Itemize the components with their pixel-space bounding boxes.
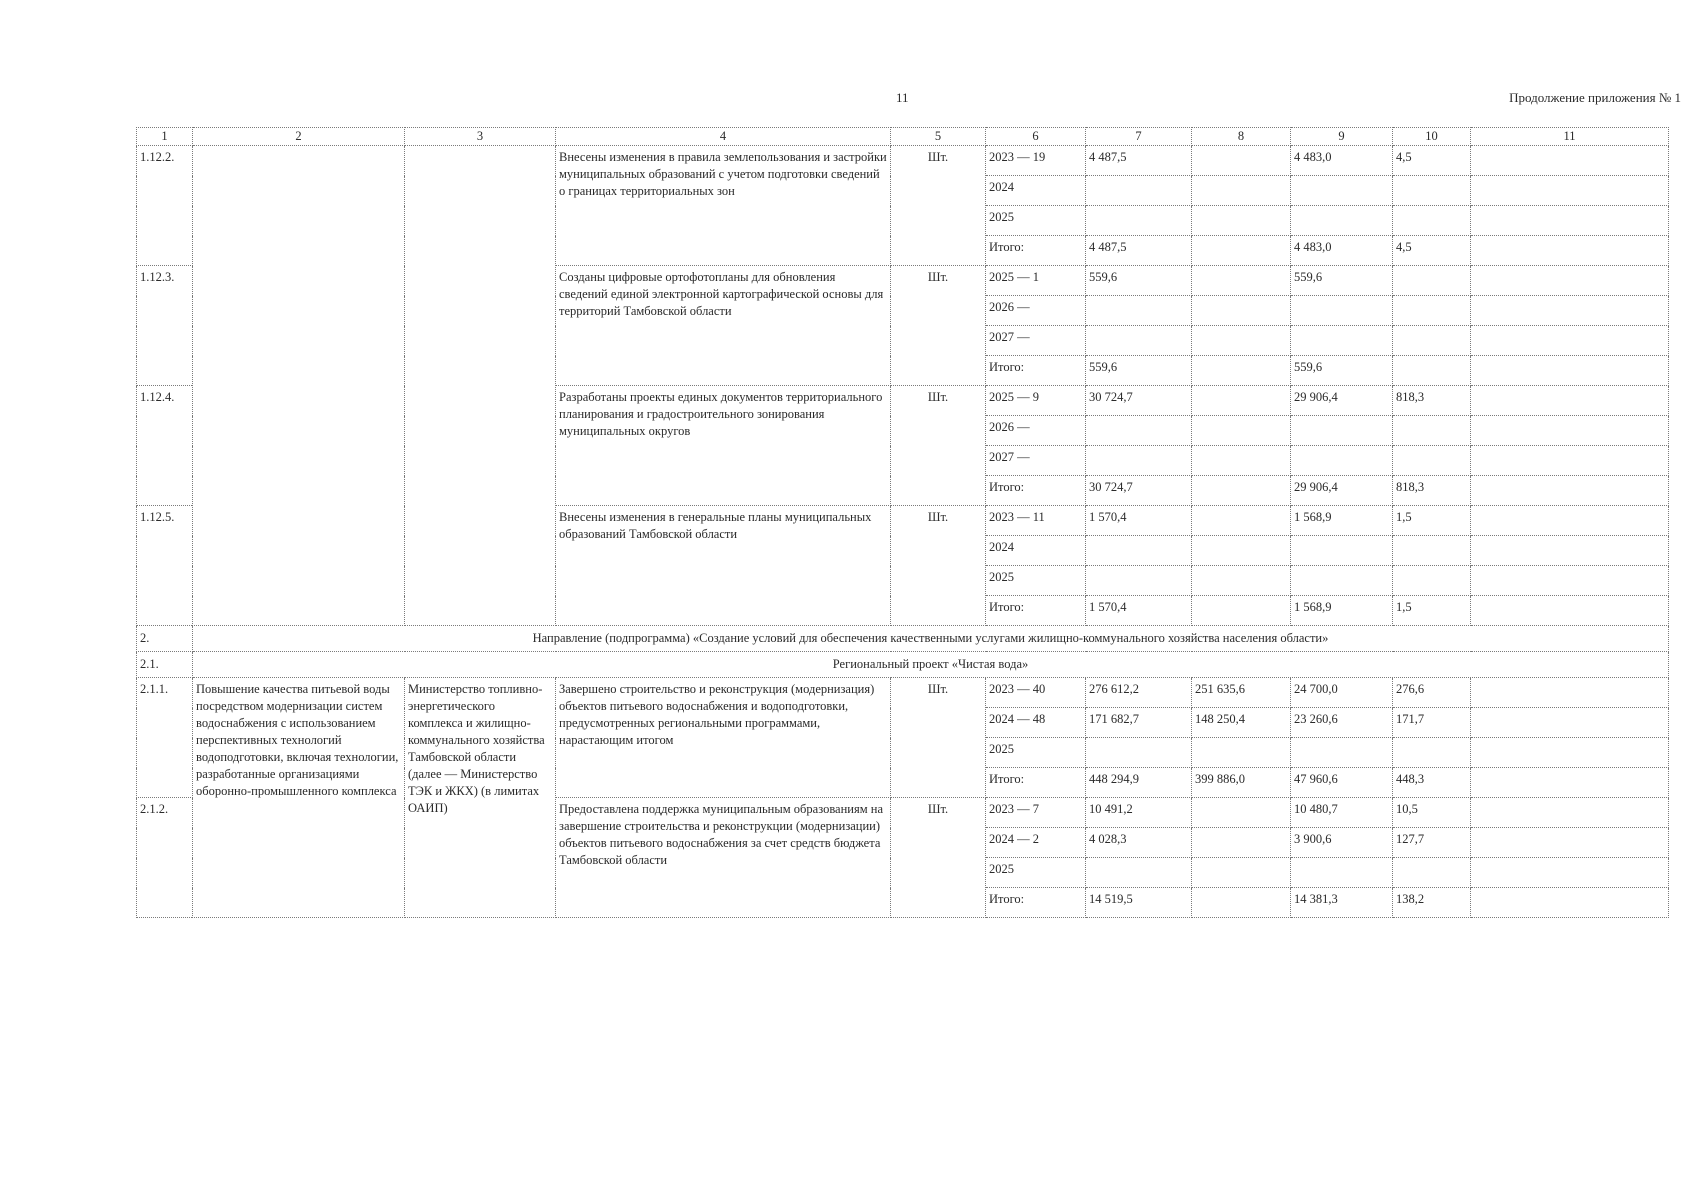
regional-funding: 24 700,0	[1291, 678, 1393, 708]
regional-funding	[1291, 858, 1393, 888]
year-value: 2027 —	[986, 326, 1086, 356]
total-label: Итого:	[986, 476, 1086, 506]
extra-cell	[1471, 566, 1669, 596]
section-title: Региональный проект «Чистая вода»	[193, 652, 1669, 678]
total-funding	[1086, 206, 1192, 236]
column-number: 1	[137, 128, 193, 146]
federal-funding	[1192, 596, 1291, 626]
unit: Шт.	[891, 386, 986, 506]
total-funding: 559,6	[1086, 266, 1192, 296]
federal-funding: 399 886,0	[1192, 768, 1291, 798]
total-funding: 30 724,7	[1086, 476, 1192, 506]
local-funding: 127,7	[1393, 828, 1471, 858]
total-funding	[1086, 416, 1192, 446]
table-row	[137, 146, 1669, 176]
extra-cell	[1471, 446, 1669, 476]
local-funding	[1393, 296, 1471, 326]
column-number: 5	[891, 128, 986, 146]
local-funding	[1393, 536, 1471, 566]
column-number: 11	[1471, 128, 1669, 146]
local-funding: 818,3	[1393, 386, 1471, 416]
total-funding: 4 487,5	[1086, 236, 1192, 266]
column-number: 7	[1086, 128, 1192, 146]
column-number-row	[137, 128, 1669, 146]
result-description: Завершено строительство и реконструкция (модернизация) объектов питьевого водоснабжения и водоподготовки, предусмотренных региональными программами, нарастающим итогом	[556, 678, 891, 798]
local-funding: 1,5	[1393, 506, 1471, 536]
unit: Шт.	[891, 146, 986, 266]
federal-funding: 251 635,6	[1192, 678, 1291, 708]
extra-cell	[1471, 176, 1669, 206]
section-row	[137, 626, 1669, 652]
extra-cell	[1471, 146, 1669, 176]
row-number: 2.	[137, 626, 193, 652]
total-funding	[1086, 326, 1192, 356]
column-number: 4	[556, 128, 891, 146]
regional-funding: 4 483,0	[1291, 146, 1393, 176]
year-value: 2025	[986, 566, 1086, 596]
local-funding	[1393, 566, 1471, 596]
extra-cell	[1471, 326, 1669, 356]
regional-funding	[1291, 326, 1393, 356]
federal-funding	[1192, 416, 1291, 446]
extra-cell	[1471, 236, 1669, 266]
year-value: 2025 — 9	[986, 386, 1086, 416]
local-funding: 10,5	[1393, 798, 1471, 828]
regional-funding: 29 906,4	[1291, 386, 1393, 416]
row-number: 1.12.4.	[137, 386, 193, 506]
year-value: 2023 — 7	[986, 798, 1086, 828]
task-cell-empty	[193, 146, 405, 626]
regional-funding	[1291, 416, 1393, 446]
extra-cell	[1471, 476, 1669, 506]
regional-funding: 3 900,6	[1291, 828, 1393, 858]
local-funding	[1393, 416, 1471, 446]
extra-cell	[1471, 206, 1669, 236]
section-row	[137, 652, 1669, 678]
regional-funding: 29 906,4	[1291, 476, 1393, 506]
regional-funding	[1291, 296, 1393, 326]
regional-funding: 23 260,6	[1291, 708, 1393, 738]
total-funding	[1086, 738, 1192, 768]
federal-funding	[1192, 738, 1291, 768]
responsible-cell-empty	[405, 146, 556, 626]
year-value: 2025	[986, 858, 1086, 888]
local-funding	[1393, 446, 1471, 476]
total-funding: 171 682,7	[1086, 708, 1192, 738]
total-funding: 1 570,4	[1086, 506, 1192, 536]
federal-funding	[1192, 176, 1291, 206]
extra-cell	[1471, 596, 1669, 626]
local-funding	[1393, 326, 1471, 356]
total-funding: 4 487,5	[1086, 146, 1192, 176]
regional-funding	[1291, 536, 1393, 566]
extra-cell	[1471, 738, 1669, 768]
extra-cell	[1471, 678, 1669, 708]
result-description: Разработаны проекты единых документов территориального планирования и градостроительного зонирования муниципальных округов	[556, 386, 891, 506]
federal-funding	[1192, 858, 1291, 888]
local-funding	[1393, 206, 1471, 236]
regional-funding: 10 480,7	[1291, 798, 1393, 828]
local-funding	[1393, 738, 1471, 768]
federal-funding	[1192, 146, 1291, 176]
federal-funding	[1192, 236, 1291, 266]
federal-funding	[1192, 326, 1291, 356]
column-number: 10	[1393, 128, 1471, 146]
year-value: 2027 —	[986, 446, 1086, 476]
extra-cell	[1471, 386, 1669, 416]
local-funding: 138,2	[1393, 888, 1471, 918]
local-funding: 171,7	[1393, 708, 1471, 738]
row-number: 1.12.5.	[137, 506, 193, 626]
local-funding: 448,3	[1393, 768, 1471, 798]
total-funding: 10 491,2	[1086, 798, 1192, 828]
task-description: Повышение качества питьевой воды посредством модернизации систем водоснабжения с использованием перспективных технологий водоподготовки, включая технологии, разработанные организациями оборонно-промышленного комплекса	[193, 678, 405, 918]
total-funding	[1086, 536, 1192, 566]
federal-funding	[1192, 446, 1291, 476]
federal-funding	[1192, 888, 1291, 918]
federal-funding	[1192, 296, 1291, 326]
year-value: 2025 — 1	[986, 266, 1086, 296]
regional-funding	[1291, 176, 1393, 206]
federal-funding	[1192, 266, 1291, 296]
local-funding: 1,5	[1393, 596, 1471, 626]
federal-funding	[1192, 356, 1291, 386]
year-value: 2024 — 2	[986, 828, 1086, 858]
federal-funding	[1192, 206, 1291, 236]
extra-cell	[1471, 888, 1669, 918]
extra-cell	[1471, 296, 1669, 326]
unit: Шт.	[891, 678, 986, 798]
extra-cell	[1471, 266, 1669, 296]
federal-funding: 148 250,4	[1192, 708, 1291, 738]
row-number: 2.1.1.	[137, 678, 193, 798]
regional-funding: 14 381,3	[1291, 888, 1393, 918]
total-label: Итого:	[986, 768, 1086, 798]
extra-cell	[1471, 506, 1669, 536]
regional-funding: 1 568,9	[1291, 596, 1393, 626]
total-funding	[1086, 858, 1192, 888]
unit: Шт.	[891, 266, 986, 386]
federal-funding	[1192, 828, 1291, 858]
extra-cell	[1471, 768, 1669, 798]
regional-funding	[1291, 738, 1393, 768]
local-funding: 4,5	[1393, 146, 1471, 176]
local-funding	[1393, 356, 1471, 386]
regional-funding	[1291, 206, 1393, 236]
total-label: Итого:	[986, 596, 1086, 626]
regional-funding: 1 568,9	[1291, 506, 1393, 536]
local-funding	[1393, 858, 1471, 888]
regional-funding	[1291, 446, 1393, 476]
result-description: Внесены изменения в генеральные планы муниципальных образований Тамбовской области	[556, 506, 891, 626]
unit: Шт.	[891, 798, 986, 918]
year-value: 2026 —	[986, 296, 1086, 326]
column-number: 3	[405, 128, 556, 146]
year-value: 2024	[986, 176, 1086, 206]
extra-cell	[1471, 708, 1669, 738]
local-funding: 4,5	[1393, 236, 1471, 266]
year-value: 2023 — 11	[986, 506, 1086, 536]
column-number: 9	[1291, 128, 1393, 146]
extra-cell	[1471, 828, 1669, 858]
total-label: Итого:	[986, 356, 1086, 386]
total-funding: 448 294,9	[1086, 768, 1192, 798]
federal-funding	[1192, 506, 1291, 536]
regional-funding: 559,6	[1291, 356, 1393, 386]
year-value: 2023 — 40	[986, 678, 1086, 708]
regional-funding	[1291, 566, 1393, 596]
section-title: Направление (подпрограмма) «Создание условий для обеспечения качественными услугами жилищно-коммунального хозяйства населения области»	[193, 626, 1669, 652]
year-value: 2024	[986, 536, 1086, 566]
row-number: 1.12.2.	[137, 146, 193, 266]
year-value: 2025	[986, 206, 1086, 236]
federal-funding	[1192, 386, 1291, 416]
total-funding: 559,6	[1086, 356, 1192, 386]
federal-funding	[1192, 536, 1291, 566]
column-number: 6	[986, 128, 1086, 146]
local-funding: 276,6	[1393, 678, 1471, 708]
total-funding: 1 570,4	[1086, 596, 1192, 626]
total-funding: 14 519,5	[1086, 888, 1192, 918]
total-funding	[1086, 446, 1192, 476]
page-number: 11	[896, 90, 909, 105]
extra-cell	[1471, 798, 1669, 828]
total-funding: 30 724,7	[1086, 386, 1192, 416]
result-description: Созданы цифровые ортофотопланы для обновления сведений единой электронной картографической основы для территорий Тамбовской области	[556, 266, 891, 386]
local-funding	[1393, 266, 1471, 296]
extra-cell	[1471, 858, 1669, 888]
federal-funding	[1192, 476, 1291, 506]
column-number: 8	[1192, 128, 1291, 146]
total-funding: 276 612,2	[1086, 678, 1192, 708]
year-value: 2025	[986, 738, 1086, 768]
row-number: 2.1.2.	[137, 798, 193, 918]
row-number: 1.12.3.	[137, 266, 193, 386]
extra-cell	[1471, 416, 1669, 446]
result-description: Внесены изменения в правила землепользования и застройки муниципальных образований с учетом подготовки сведений о границах территориальных зон	[556, 146, 891, 266]
year-value: 2023 — 19	[986, 146, 1086, 176]
responsible-executor: Министерство топливно-энергетического комплекса и жилищно-коммунального хозяйства Тамбовской области (далее — Министерство ТЭК и ЖКХ) (в лимитах ОАИП)	[405, 678, 556, 918]
total-label: Итого:	[986, 888, 1086, 918]
regional-funding: 559,6	[1291, 266, 1393, 296]
total-label: Итого:	[986, 236, 1086, 266]
total-funding	[1086, 176, 1192, 206]
table-row	[137, 678, 1669, 708]
extra-cell	[1471, 356, 1669, 386]
year-value: 2026 —	[986, 416, 1086, 446]
federal-funding	[1192, 798, 1291, 828]
total-funding	[1086, 566, 1192, 596]
unit: Шт.	[891, 506, 986, 626]
total-funding: 4 028,3	[1086, 828, 1192, 858]
appendix-continuation-label: Продолжение приложения № 1	[1509, 90, 1681, 105]
local-funding	[1393, 176, 1471, 206]
federal-funding	[1192, 566, 1291, 596]
regional-funding: 4 483,0	[1291, 236, 1393, 266]
result-description: Предоставлена поддержка муниципальным образованиям на завершение строительства и реконструкции (модернизации) объектов питьевого водоснабжения за счет средств бюджета Тамбовской области	[556, 798, 891, 918]
extra-cell	[1471, 536, 1669, 566]
regional-funding: 47 960,6	[1291, 768, 1393, 798]
row-number: 2.1.	[137, 652, 193, 678]
local-funding: 818,3	[1393, 476, 1471, 506]
program-table	[136, 127, 1669, 918]
total-funding	[1086, 296, 1192, 326]
year-value: 2024 — 48	[986, 708, 1086, 738]
column-number: 2	[193, 128, 405, 146]
